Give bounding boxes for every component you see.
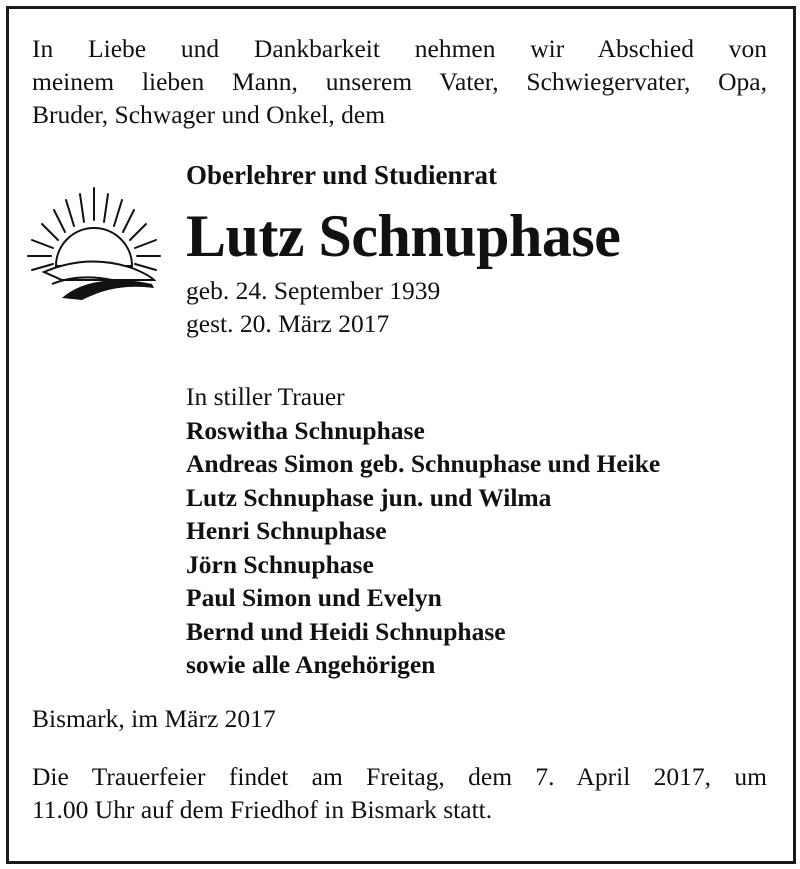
mourners-heading: In stiller Trauer xyxy=(186,382,345,411)
deceased-name: Lutz Schnuphase xyxy=(186,203,621,269)
mourner-name: Bernd und Heidi Schnuphase xyxy=(186,616,506,646)
mourner-name: Lutz Schnuphase jun. und Wilma xyxy=(186,482,552,512)
deceased-title: Oberlehrer und Studienrat xyxy=(186,160,498,190)
mourner-name: Roswitha Schnuphase xyxy=(186,415,425,445)
funeral-notice xyxy=(32,760,767,826)
place-date: Bismark, im März 2017 xyxy=(32,704,276,733)
birth-date: geb. 24. September 1939 xyxy=(186,276,441,305)
intro-text xyxy=(32,32,767,131)
mourners-block xyxy=(186,380,660,682)
intro-line-2: meinem lieben Mann, unserem Vater, Schwiegervater, Opa, xyxy=(32,67,767,96)
intro-line-3: Bruder, Schwager und Onkel, dem xyxy=(32,100,386,129)
mourner-name: sowie alle Angehörigen xyxy=(186,650,436,679)
mourner-name: Jörn Schnuphase xyxy=(186,549,374,579)
life-dates xyxy=(186,274,440,340)
mourner-name: Andreas Simon geb. Schnuphase und Heike xyxy=(186,449,661,478)
intro-line-1: In Liebe und Dankbarkeit nehmen wir Abschied von xyxy=(32,34,767,63)
funeral-line-1: Die Trauerfeier findet am Freitag, dem 7. April 2017, um xyxy=(32,762,767,791)
mourner-name: Paul Simon und Evelyn xyxy=(186,583,442,612)
setting-sun-icon xyxy=(22,180,182,308)
death-date: gest. 20. März 2017 xyxy=(186,309,390,338)
funeral-line-2: 11.00 Uhr auf dem Friedhof in Bismark statt. xyxy=(32,795,493,824)
mourner-name: Henri Schnuphase xyxy=(186,516,387,545)
